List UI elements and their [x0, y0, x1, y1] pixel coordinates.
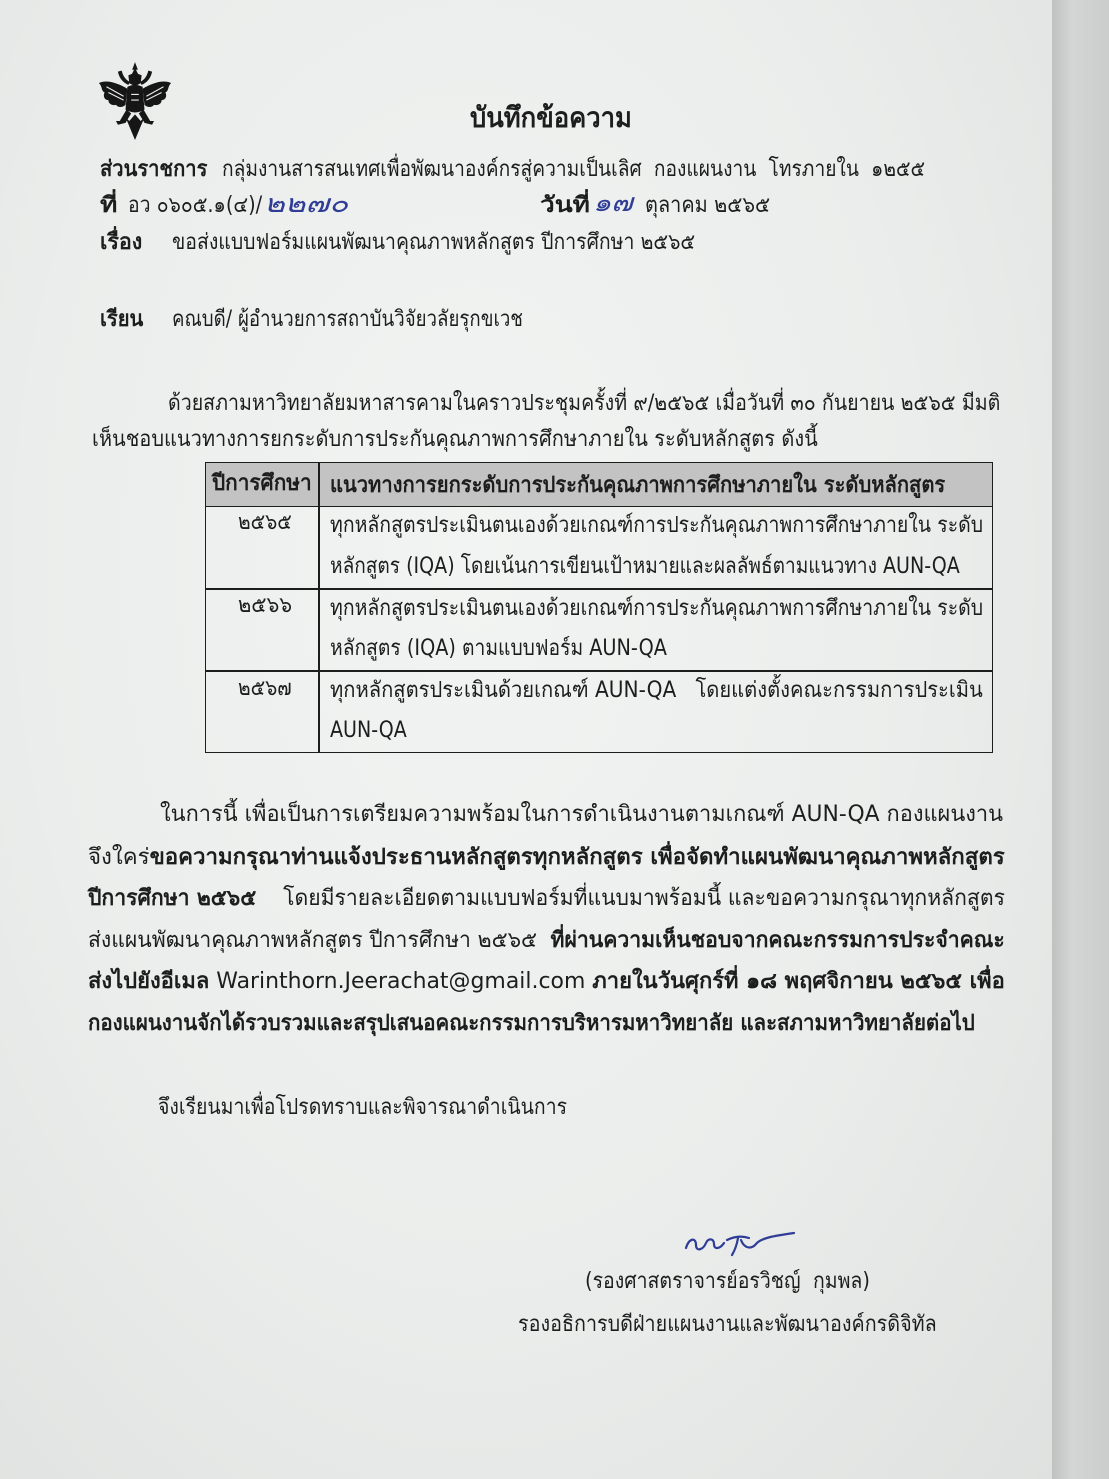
agency-label: ส่วนราชการ: [100, 157, 208, 182]
table-row-divider: [206, 670, 992, 672]
contact-email: Warinthorn.Jeerachat@gmail.com: [209, 969, 593, 994]
intro-text-2: เห็นชอบแนวทางการยกระดับการประกันคุณภาพการศึกษาภายใน ระดับหลักสูตร ดังนี้: [92, 427, 818, 452]
emblem-tail: [126, 114, 145, 140]
to-value-line: [172, 304, 523, 336]
table-row-3-year: [238, 673, 292, 705]
table-cell: ๒๕๖๖: [238, 593, 293, 618]
ref-handwritten-line: [264, 188, 348, 220]
request-line-3: [88, 883, 1005, 915]
table-cell: ทุกหลักสูตรประเมินตนเองด้วยเกณฑ์การประกันคุณภาพการศึกษาภายใน ระดับ: [330, 513, 984, 538]
table-cell: ๒๕๖๗: [238, 676, 292, 701]
intro-line-2: [92, 424, 818, 456]
request-line-1: [160, 799, 1003, 831]
table-header-year-text: ปีการศึกษา: [212, 471, 312, 496]
request-run: จึงใคร่: [88, 845, 150, 870]
date-month-year-line: [645, 190, 770, 222]
request-line-5: [88, 966, 1005, 998]
ref-printed-line: [128, 190, 262, 222]
closing-line: [158, 1092, 567, 1124]
table-row-2-line-2: [330, 633, 667, 665]
agency-value: กลุ่มงานสารสนเทศเพื่อพัฒนาองค์กรสู่ความเป็นเลิศ กองแผนงาน โทรภายใน ๑๒๕๕: [222, 157, 926, 182]
intro-text-1: ด้วยสภามหาวิทยาลัยมหาสารคามในคราวประชุมครั้งที่ ๙/๒๕๖๕ เมื่อวันที่ ๓๐ กันยายน ๒๕๖๕ มีมติ: [168, 391, 1001, 416]
emblem-crown: [131, 62, 139, 75]
agency-label-line: [100, 154, 207, 186]
table-header-guideline: [330, 470, 945, 502]
request-run-bold: ส่งไปยังอีเมล: [88, 969, 210, 994]
table-cell: ๒๕๖๕: [238, 510, 292, 535]
date-label: วันที่: [540, 193, 590, 218]
signer-position-line: [518, 1309, 937, 1341]
handwritten-signature-icon: [683, 1226, 797, 1262]
table-row-2-year: [238, 590, 292, 622]
date-day-line: [593, 187, 633, 219]
request-text-5: [88, 966, 1005, 998]
request-text-1: [160, 799, 1003, 831]
subject-label-line: [100, 227, 142, 259]
table-row-2-line-1: [330, 593, 983, 625]
table-row-1-year: [238, 507, 292, 539]
table-row-3-line-2: [330, 715, 407, 747]
signer-name: (รองศาสตราจารย์อรวิชญ์ กุมพล): [585, 1269, 870, 1294]
signer-name-line: [585, 1266, 870, 1298]
garuda-emblem-icon: [97, 62, 173, 142]
request-text-6: [88, 1008, 975, 1040]
request-run: โดยมีรายละเอียดตามแบบฟอร์มที่แนบมาพร้อมนี้ และขอความกรุณาทุกหลักสูตร: [256, 886, 1005, 911]
table-header-year: [212, 468, 312, 500]
request-run-bold: ขอความกรุณาท่านแจ้งประธานหลักสูตรทุกหลักสูตร เพื่อจัดทำแผนพัฒนาคุณภาพหลักสูตร: [149, 845, 1005, 870]
table-cell: ทุกหลักสูตรประเมินตนเองด้วยเกณฑ์การประกันคุณภาพการศึกษาภายใน ระดับ: [330, 596, 984, 621]
to-value: คณบดี/ ผู้อำนวยการสถาบันวิจัยวลัยรุกขเวช: [172, 307, 523, 332]
table-cell: AUN-QA: [330, 718, 407, 743]
guideline-table: [205, 462, 993, 753]
date-label-line: [540, 190, 590, 222]
ref-label: ที่: [100, 193, 118, 218]
subject-label: เรื่อง: [100, 230, 143, 255]
signer-position: รองอธิการบดีฝ่ายแผนงานและพัฒนาองค์กรดิจิทัล: [518, 1312, 937, 1337]
date-month-year: ตุลาคม ๒๕๖๕: [645, 193, 771, 218]
emblem-head: [128, 74, 141, 86]
signature-stroke: [686, 1233, 794, 1255]
request-run: ส่งแผนพัฒนาคุณภาพหลักสูตร ปีการศึกษา ๒๕๖๕: [88, 928, 551, 953]
request-run-bold: ที่ผ่านความเห็นชอบจากคณะกรรมการประจำคณะ: [550, 928, 1005, 953]
request-line-4: [88, 925, 1005, 957]
to-label: เรียน: [100, 307, 144, 332]
request-line-6: [88, 1008, 975, 1040]
to-label-line: [100, 304, 143, 336]
table-column-divider: [318, 463, 320, 752]
paper-edge-background: [1052, 0, 1109, 1479]
memo-title: บันทึกข้อความ: [470, 101, 632, 134]
subject-value-line: [172, 227, 695, 259]
request-run-bold: ภายในวันศุกร์ที่ ๑๘ พฤศจิกายน ๒๕๖๕ เพื่อ: [592, 969, 1005, 994]
agency-value-line: [222, 154, 925, 186]
closing-text: จึงเรียนมาเพื่อโปรดทราบและพิจารณาดำเนินการ: [158, 1095, 568, 1120]
table-row-divider: [206, 588, 992, 590]
ref-printed: อว ๐๖๐๕.๑(๔)/: [128, 193, 263, 218]
request-run: ในการนี้ เพื่อเป็นการเตรียมความพร้อมในการดำเนินงานตามเกณฑ์ AUN-QA กองแผนงาน: [160, 802, 1004, 827]
table-cell: หลักสูตร (IQA) โดยเน้นการเขียนเป้าหมายและผลลัพธ์ตามแนวทาง AUN-QA: [330, 554, 960, 579]
table-row-3-line-1: [330, 675, 983, 707]
request-text-3: [88, 883, 1005, 915]
table-cell: หลักสูตร (IQA) ตามแบบฟอร์ม AUN-QA: [330, 636, 667, 661]
table-row-1-line-1: [330, 510, 983, 542]
date-day-handwritten: ๑๗: [593, 188, 633, 217]
request-line-2: [88, 842, 1005, 874]
request-run-bold: ปีการศึกษา ๒๕๖๕: [88, 886, 257, 911]
table-cell: ทุกหลักสูตรประเมินด้วยเกณฑ์ AUN-QA โดยแต่งตั้งคณะกรรมการประเมิน: [330, 678, 983, 703]
request-text-4: [88, 925, 1005, 957]
table-row-1-line-2: [330, 551, 960, 583]
intro-line-1: [168, 388, 1000, 420]
ref-label-line: [100, 190, 118, 222]
subject-value: ขอส่งแบบฟอร์มแผนพัฒนาคุณภาพหลักสูตร ปีการศึกษา ๒๕๖๕: [172, 230, 696, 255]
ref-handwritten-number: ๒๒๗๐: [264, 189, 349, 218]
request-text-2: [88, 842, 1005, 874]
request-run-bold: กองแผนงานจักได้รวบรวมและสรุปเสนอคณะกรรมการบริหารมหาวิทยาลัย และสภามหาวิทยาลัยต่อไป: [88, 1011, 975, 1036]
table-header-guideline-text: แนวทางการยกระดับการประกันคุณภาพการศึกษาภายใน ระดับหลักสูตร: [330, 473, 946, 498]
memo-title-line: [470, 99, 632, 137]
emblem-body: [126, 85, 145, 113]
